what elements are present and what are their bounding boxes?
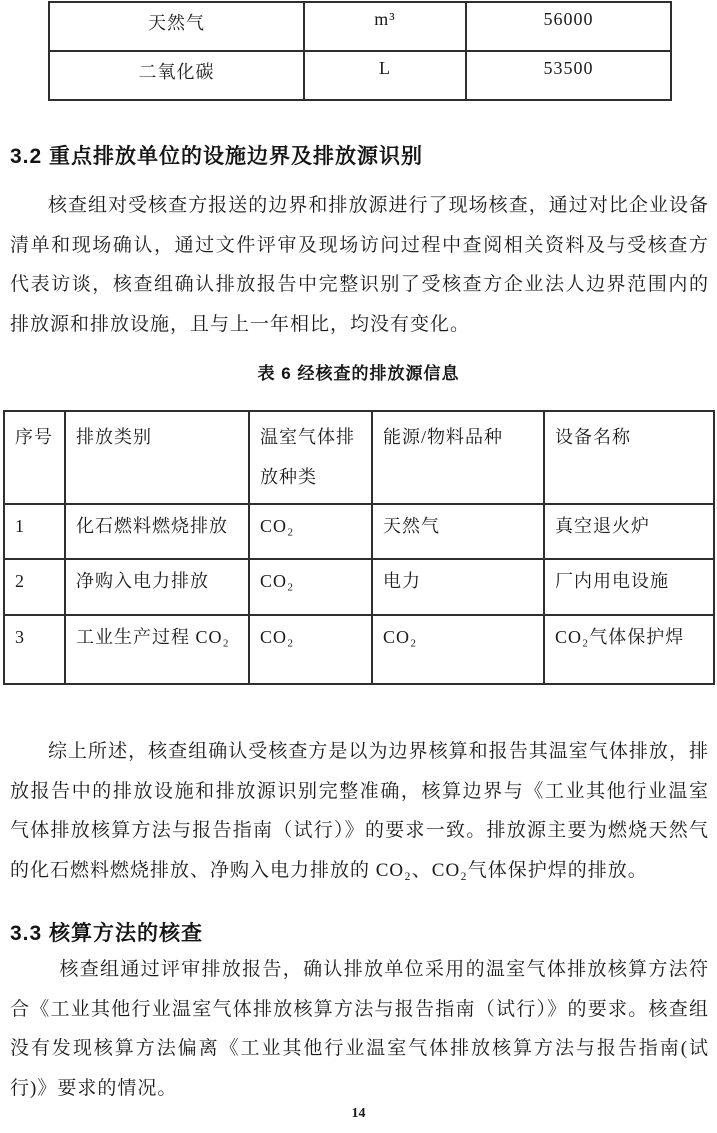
summary-paragraph: 综上所述，核查组确认受核查方是以为边界核算和报告其温室气体排放，排放报告中的排放设施和排放源识别完整准确，核算边界与《工业其他行业温室气体排放核算方法与报告指南（试行）》的要求一致。排放源主要为燃烧天然气的化石燃料燃烧排放、净购入电力排放的 CO₂、CO₂气体保护焊的排放。 [10,741,709,881]
table-cell: 二氧化碳 [49,51,304,100]
table-cell: 真空退火炉 [544,504,714,559]
table-cell: 2 [4,559,65,615]
table-row [49,2,671,51]
table-cell: 化石燃料燃烧排放 [65,504,249,559]
boundary-verification-paragraph: 核查组对受核查方报送的边界和排放源进行了现场核查，通过对比企业设备清单和现场确认，通过文件评审及现场访问过程中查阅相关资料及与受核查方代表访谈，核查组确认排放报告中完整识别了受核查方企业法人边界范围内的排放源和排放设施，且与上一年相比，均没有变化。 [10,195,709,335]
continuation-table [48,1,672,101]
method-verification-paragraph: 核查组通过评审排放报告，确认排放单位采用的温室气体排放核算方法符合《工业其他行业温室气体排放核算方法与报告指南（试行）》的要求。核查组没有发现核算方法偏离《工业其他行业温室气体排放核算方法与报告指南(试行)》要求的情况。 [10,959,709,1099]
section-3-3-heading: 3.3 核算方法的核查 [10,922,204,945]
table-cell: 56000 [466,2,671,51]
table-cell: CO₂ [249,615,372,684]
table-cell: CO₂ [249,504,372,559]
column-header: 设备名称 [544,411,714,504]
table-cell: 厂内用电设施 [544,559,714,615]
table-cell: 净购入电力排放 [65,559,249,615]
table-cell: 工业生产过程 CO₂ [65,615,249,684]
table-cell: 3 [4,615,65,684]
table-cell: CO₂ [372,615,544,684]
page-number: 14 [351,1106,366,1121]
table-cell: 天然气 [372,504,544,559]
emission-sources-table [3,410,715,685]
table-cell: 53500 [466,51,671,100]
table-cell: 天然气 [49,2,304,51]
column-header: 排放类别 [65,411,249,504]
table-row [4,504,714,559]
table-row [4,615,714,684]
table-cell: L [304,51,466,100]
table-row [4,559,714,615]
column-header: 能源/物料品种 [372,411,544,504]
column-header: 温室气体排放种类 [249,411,372,504]
table-cell: CO₂ [249,559,372,615]
table-row [49,51,671,100]
table-cell: CO₂气体保护焊 [544,615,714,684]
table-cell: 1 [4,504,65,559]
table-cell: 电力 [372,559,544,615]
table-header-row [4,411,714,504]
table-cell: m³ [304,2,466,51]
table6-caption: 表 6 经核查的排放源信息 [257,364,460,383]
section-3-2-heading: 3.2 重点排放单位的设施边界及排放源识别 [10,145,424,168]
column-header: 序号 [4,411,65,504]
